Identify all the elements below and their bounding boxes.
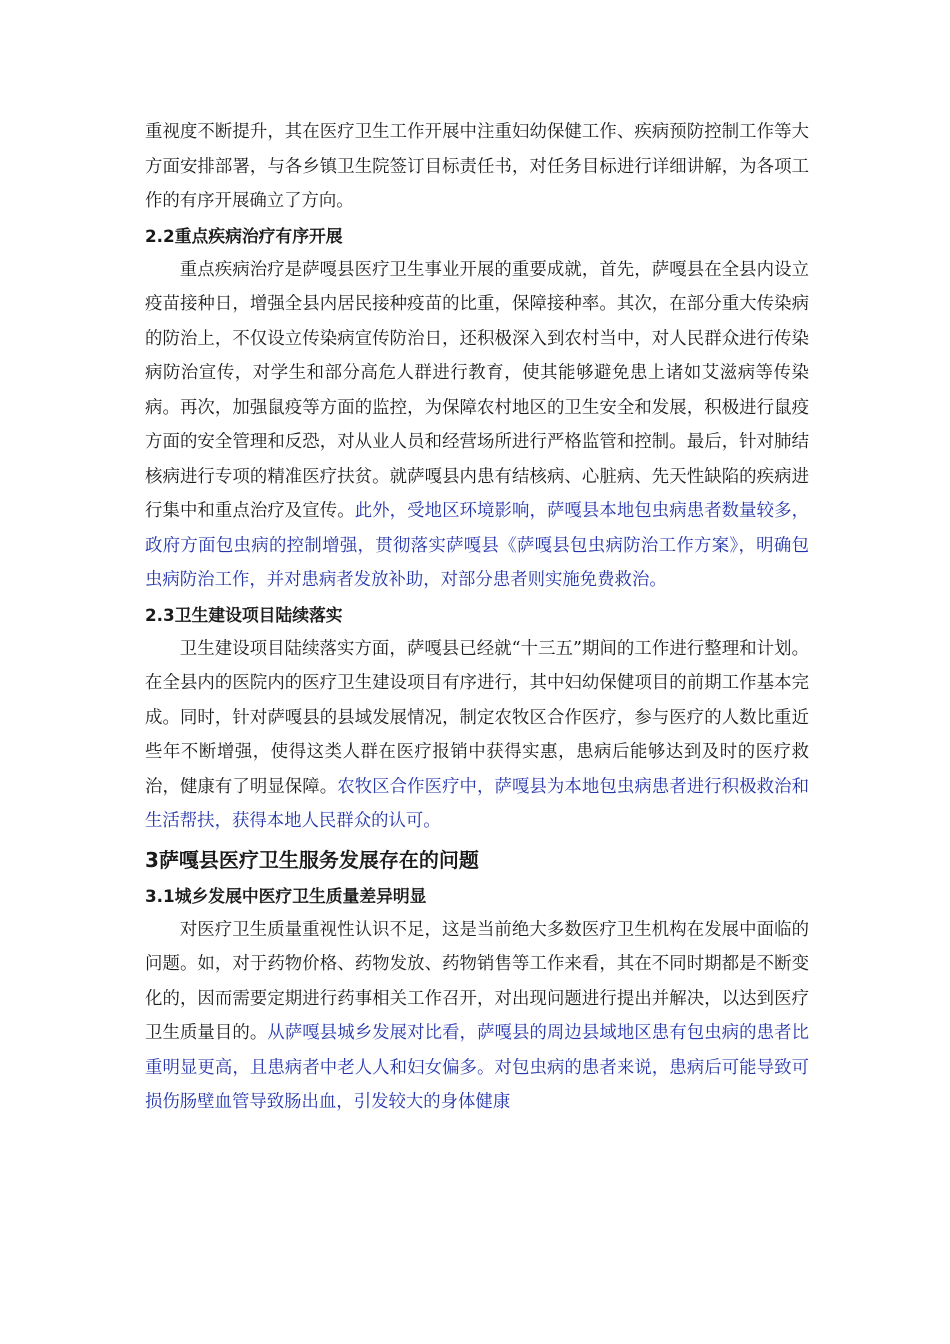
heading-3-1: 3.1城乡发展中医疗卫生质量差异明显 xyxy=(145,885,427,906)
paragraph-2-3-highlight: 农牧区合作医疗中，萨嘎县为本地包虫病患者进行积极救治和生活帮扶，获得本地人民群众的认可。 xyxy=(145,776,809,831)
paragraph-2-3 xyxy=(145,632,809,839)
paragraph-2-3-text: 卫生建设项目陆续落实方面，萨嘎县已经就“十三五”期间的工作进行整理和计划。在全县内的医院内的医疗卫生建设项目有序进行，其中妇幼保健项目的前期工作基本完成。同时，针对萨嘎县的县域发展情况，制定农牧区合作医疗，参与医疗的人数比重近些年不断增强，使得这类人群在医疗报销中获得实惠，患病后能够达到及时的医疗救治，健康有了明显保障。 xyxy=(145,638,809,797)
heading-2-3: 2.3卫生建设项目陆续落实 xyxy=(145,604,343,625)
document-body xyxy=(145,115,809,1120)
paragraph-intro: 重视度不断提升，其在医疗卫生工作开展中注重妇幼保健工作、疾病预防控制工作等大方面安排部署，与各乡镇卫生院签订目标责任书，对任务目标进行详细讲解，为各项工作的有序开展确立了方向。 xyxy=(145,122,809,211)
heading-2-2: 2.2重点疾病治疗有序开展 xyxy=(145,225,343,246)
paragraph-3-1 xyxy=(145,913,809,1120)
paragraph-3-1-text: 对医疗卫生质量重视性认识不足，这是当前绝大多数医疗卫生机构在发展中面临的问题。如，对于药物价格、药物发放、药物销售等工作来看，其在不同时期都是不断变化的，因而需要定期进行药事相关工作召开，对出现问题进行提出并解决，以达到医疗卫生质量目的。 xyxy=(145,919,809,1043)
paragraph-2-2-text: 重点疾病治疗是萨嘎县医疗卫生事业开展的重要成就，首先，萨嘎县在全县内设立疫苗接种日，增强全县内居民接种疫苗的比重，保障接种率。其次，在部分重大传染病的防治上，不仅设立传染病宣传防治日，还积极深入到农村当中，对人民群众进行传染病防治宣传，对学生和部分高危人群进行教育，使其能够避免患上诸如艾滋病等传染病。再次，加强鼠疫等方面的监控，为保障农村地区的卫生安全和发展，积极进行鼠疫方面的安全管理和反恐，对从业人员和经营场所进行严格监管和控制。最后，针对肺结核病进行专项的精准医疗扶贫。就萨嘎县内患有结核病、心脏病、先天性缺陷的疾病进行集中和重点治疗及宣传。 xyxy=(145,259,809,521)
paragraph-2-2 xyxy=(145,253,809,598)
paragraph-3-1-highlight: 从萨嘎县城乡发展对比看，萨嘎县的周边县域地区患有包虫病的患者比重明显更高，且患病者中老人人和妇女偏多。对包虫病的患者来说，患病后可能导致可损伤肠壁血管导致肠出血，引发较大的身体健康 xyxy=(145,1023,809,1112)
paragraph-2-2-highlight: 此外，受地区环境影响，萨嘎县本地包虫病患者数量较多，政府方面包虫病的控制增强，贯彻落实萨嘎县《萨嘎县包虫病防治工作方案》，明确包虫病防治工作，并对患病者发放补助，对部分患者则实施免费救治。 xyxy=(145,501,809,590)
heading-3: 3萨嘎县医疗卫生服务发展存在的问题 xyxy=(145,847,479,872)
